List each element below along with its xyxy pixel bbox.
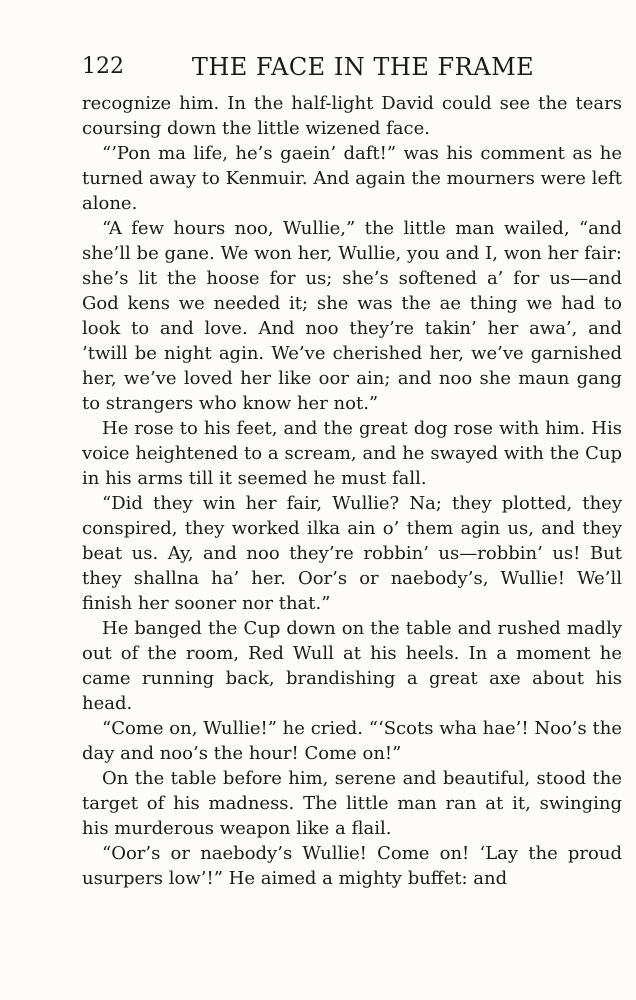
paragraph: recognize him. In the half-light David could see the tears coursing down the little wizened face.	[82, 93, 622, 139]
paragraph: He rose to his feet, and the great dog rose with him. His voice heightened to a scream, and he swayed with the Cup in his arms till it seemed he must fall.	[82, 418, 622, 489]
running-title: THE FACE IN THE FRAME	[191, 53, 535, 81]
body-text	[82, 91, 622, 891]
paragraph: He banged the Cup down on the table and rushed madly out of the room, Red Wull at his heels. In a moment he came running back, brandishing a great axe about his head.	[82, 618, 622, 714]
paragraph: “A few hours noo, Wullie,” the little man wailed, “and she’ll be gane. We won her, Wullie, you and I, won her fair: she’s lit the hoose for us; she’s softened a’ for us—and God kens we needed it; she was the ae thing we had to look to and love. And noo they’re takin’ her awa’, and ’twill be night agin. We’ve cherished her, we’ve garnished her, we’ve loved her like oor ain; and noo she maun gang to strangers who know her not.”	[82, 218, 622, 414]
paragraph: On the table before him, serene and beautiful, stood the target of his madness. The little man ran at it, swinging his murderous weapon like a flail.	[82, 768, 622, 839]
page-number: 122	[82, 54, 124, 79]
paragraph: “Oor’s or naebody’s Wullie! Come on! ‘Lay the proud usurpers low’!” He aimed a mighty buffet: and	[82, 843, 622, 889]
running-head	[82, 52, 622, 82]
paragraph: “’Pon ma life, he’s gaein’ daft!” was his comment as he turned away to Kenmuir. And again the mourners were left alone.	[82, 143, 622, 214]
paragraph: “Did they win her fair, Wullie? Na; they plotted, they conspired, they worked ilka ain o’ them agin us, and they beat us. Ay, and noo they’re robbin’ us—robbin’ us! But they shallna ha’ her. Oor’s or naebody’s, Wullie! We’ll finish her sooner nor that.”	[82, 493, 622, 614]
paragraph: “Come on, Wullie!” he cried. “‘Scots wha hae’! Noo’s the day and noo’s the hour! Come on!”	[82, 718, 622, 764]
